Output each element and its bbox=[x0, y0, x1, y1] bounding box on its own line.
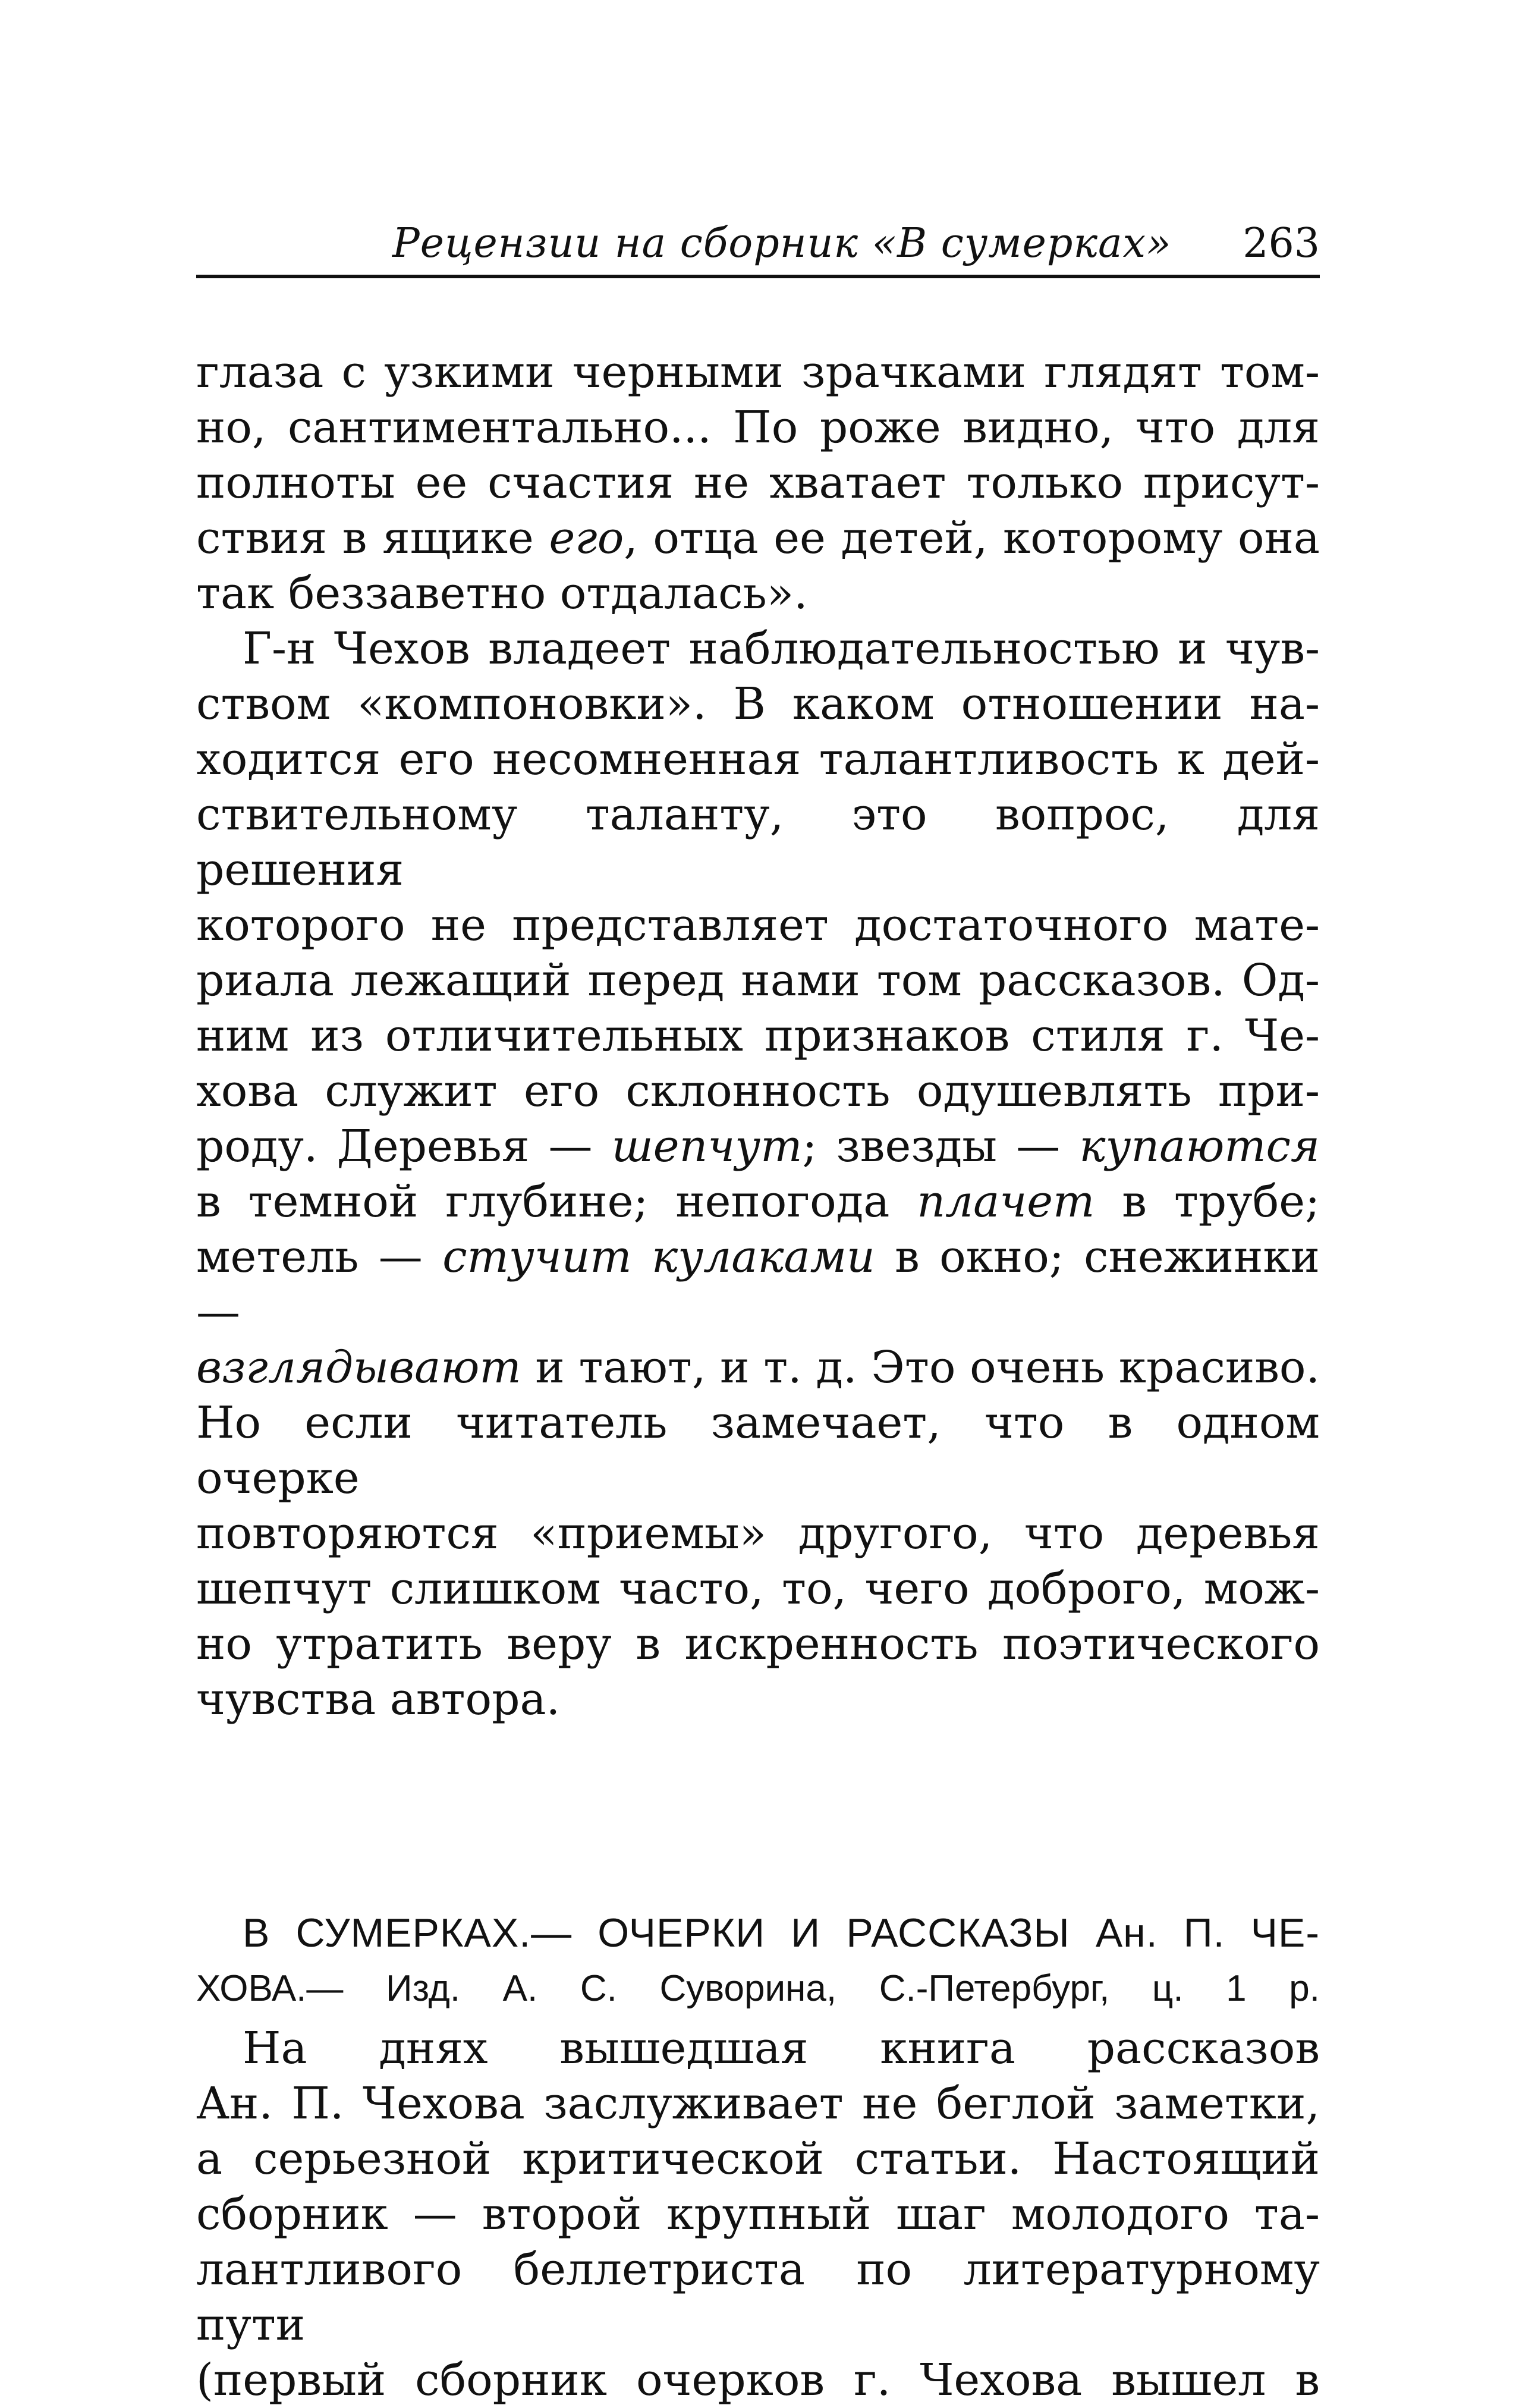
text-line bbox=[196, 1340, 1320, 1395]
italic-emphasis: его bbox=[549, 513, 624, 564]
text-line: Ан. П. Чехова заслуживает не беглой заметки, bbox=[196, 2078, 1320, 2129]
text-line bbox=[196, 1174, 1320, 1230]
text-run: в трубе; bbox=[1094, 1176, 1320, 1227]
paragraph-continued bbox=[196, 345, 1320, 621]
text-line: Г-н Чехов владеет наблюдательностью и чув- bbox=[243, 623, 1320, 674]
running-title: Рецензии на сборник «В сумерках» bbox=[392, 220, 1172, 267]
paragraph-chekhov-style bbox=[196, 621, 1320, 1727]
text-line: которого не представляет достаточного мате- bbox=[196, 900, 1320, 951]
text-line: лантливого беллетриста по литературному пути bbox=[196, 2244, 1320, 2350]
text-run: , отца ее детей, которому она bbox=[624, 513, 1320, 564]
italic-emphasis: плачет bbox=[917, 1176, 1095, 1227]
book-page bbox=[196, 196, 1320, 2406]
text-line: повторяются «приемы» другого, что деревья bbox=[196, 1508, 1320, 1559]
text-line: ходится его несомненная талантливость к дей- bbox=[196, 734, 1320, 785]
text-line: полноты ее счастия не хватает только присут- bbox=[196, 457, 1320, 508]
header-rule bbox=[196, 275, 1320, 278]
review-publication-info: ХОВА.— Изд. А. С. Суворина, С.-Петербург, ц. 1 р. bbox=[196, 1968, 1320, 2009]
text-line: ним из отличительных признаков стиля г. Че- bbox=[196, 1010, 1320, 1061]
text-line: глаза с узкими черными зрачками глядят том- bbox=[196, 347, 1320, 398]
text-line: хова служит его склонность одушевлять при- bbox=[196, 1065, 1320, 1117]
text-line: но утратить веру в искренность поэтического bbox=[196, 1618, 1320, 1670]
italic-emphasis: стучит кулаками bbox=[442, 1231, 875, 1282]
text-line bbox=[196, 1230, 1320, 1340]
text-line: а серьезной критической статьи. Настоящий bbox=[196, 2133, 1320, 2184]
italic-emphasis: купаются bbox=[1079, 1121, 1320, 1172]
text-line bbox=[196, 1119, 1320, 1174]
text-run: и тают, и т. д. Это очень красиво. bbox=[521, 1342, 1320, 1393]
text-line: ствительному таланту, это вопрос, для решения bbox=[196, 789, 1320, 895]
italic-emphasis: взглядывают bbox=[196, 1342, 521, 1393]
text-line: На днях вышедшая книга рассказов bbox=[243, 2023, 1320, 2074]
page-number: 263 bbox=[1243, 220, 1320, 267]
text-run: метель — bbox=[196, 1231, 443, 1282]
text-line: чувства автора. bbox=[196, 1674, 561, 1725]
text-run: роду. Деревья — bbox=[196, 1121, 612, 1172]
running-header bbox=[196, 196, 1320, 274]
text-line: Но если читатель замечает, что в одном очерке bbox=[196, 1397, 1320, 1504]
text-run: ; звезды — bbox=[802, 1121, 1080, 1172]
text-run: в темной глубине; непогода bbox=[196, 1176, 917, 1227]
text-run: ствия в ящике bbox=[196, 513, 549, 564]
body-text bbox=[196, 345, 1320, 2408]
section-gap bbox=[196, 1727, 1320, 1906]
text-line bbox=[196, 511, 1320, 566]
text-line: так беззаветно отдалась». bbox=[196, 568, 808, 619]
text-line: ством «компоновки». В каком отношении на- bbox=[196, 678, 1320, 730]
text-run: в окно; снежинки — bbox=[196, 1231, 1320, 1338]
text-line: (первый сборник очерков г. Чехова вышел в bbox=[196, 2354, 1320, 2406]
paragraph-review-opening bbox=[196, 2021, 1320, 2408]
text-line: риала лежащий перед нами том рассказов. Од- bbox=[196, 955, 1320, 1006]
review-heading: В СУМЕРКАХ.— ОЧЕРКИ И РАССКАЗЫ Ан. П. ЧЕ- bbox=[243, 1910, 1320, 1956]
text-line: сборник — второй крупный шаг молодого та- bbox=[196, 2189, 1320, 2240]
text-line: шепчут слишком часто, то, чего доброго, мож- bbox=[196, 1563, 1320, 1614]
text-line: но, сантиментально... По роже видно, что для bbox=[196, 402, 1320, 453]
italic-emphasis: шепчут bbox=[611, 1121, 803, 1172]
